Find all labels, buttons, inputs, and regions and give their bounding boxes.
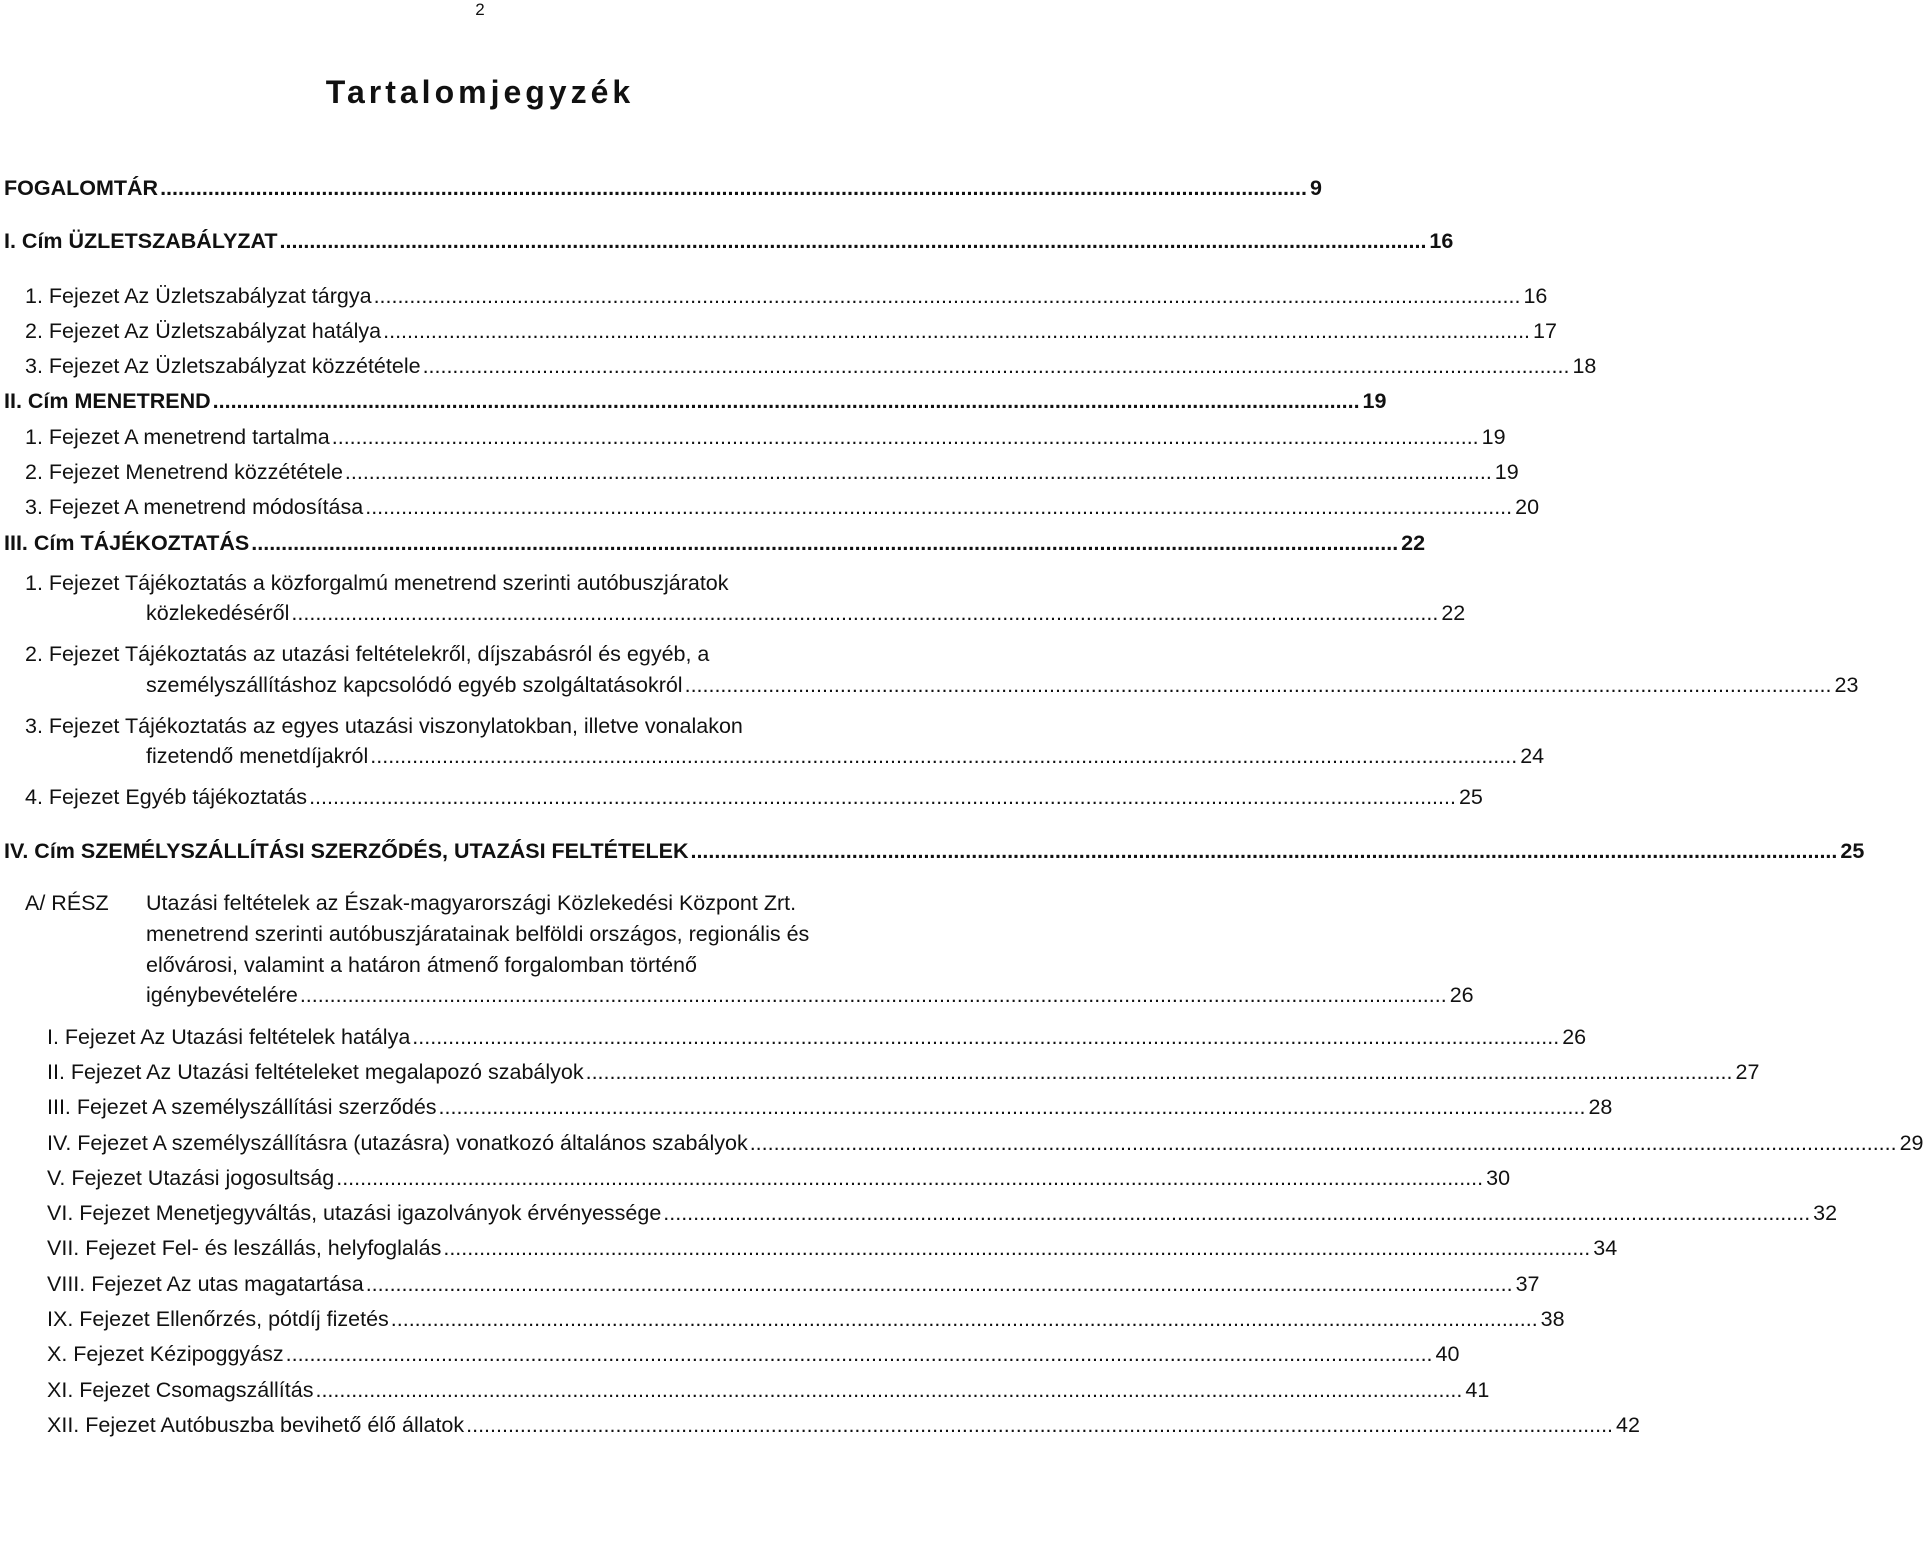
toc-page-number: 29 bbox=[1899, 1131, 1924, 1155]
toc-entry-chapter[interactable] bbox=[0, 490, 1540, 524]
toc-entry-chapter[interactable] bbox=[0, 455, 1519, 489]
toc-entry-chapter[interactable] bbox=[0, 1055, 1760, 1089]
toc-entry-chapter[interactable] bbox=[0, 314, 1557, 348]
toc-entry-text: IX. Fejezet Ellenőrzés, pótdíj fizetés bbox=[47, 1307, 389, 1331]
toc-entry-cim-3[interactable] bbox=[0, 526, 1426, 560]
toc-entry-chapter[interactable] bbox=[0, 279, 1548, 313]
toc-entry-cim-2[interactable] bbox=[0, 384, 1387, 418]
toc-page-number: 18 bbox=[1572, 354, 1597, 378]
leader-dots: ................................................................................................................................................................................................ bbox=[279, 229, 1427, 253]
toc-entry-text: VIII. Fejezet Az utas magatartása bbox=[47, 1272, 364, 1296]
leader-dots: ................................................................................................................................................................................................ bbox=[684, 673, 1832, 697]
toc-page-number: 37 bbox=[1515, 1272, 1540, 1296]
toc-entry-text: 3. Fejezet Az Üzletszabályzat közzététele bbox=[25, 354, 421, 378]
leader-dots: ................................................................................................................................................................................................ bbox=[336, 1166, 1484, 1190]
toc-page-number: 9 bbox=[1309, 176, 1322, 200]
toc-entry-text: 2. Fejezet Az Üzletszabályzat hatálya bbox=[25, 319, 382, 343]
toc-entry-text: X. Fejezet Kézipoggyász bbox=[47, 1342, 284, 1366]
leader-dots: ................................................................................................................................................................................................ bbox=[285, 1342, 1433, 1366]
toc-page-number: 17 bbox=[1533, 319, 1557, 343]
toc-entry-text: 3. Fejezet A menetrend módosítása bbox=[25, 495, 364, 519]
leader-dots: ................................................................................................................................................................................................ bbox=[291, 601, 1439, 625]
toc-entry-text-line: Utazási feltételek az Észak-magyarországi Közlekedési Központ Zrt. bbox=[146, 891, 797, 915]
toc-entry-text: XII. Fejezet Autóbuszba bevihető élő állatok bbox=[47, 1413, 465, 1437]
page-number: 2 bbox=[475, 0, 485, 19]
toc-entry-text-line: 2. Fejezet Tájékoztatás az utazási feltételekről, díjszabásról és egyéb, a bbox=[25, 642, 710, 666]
part-label: A/ RÉSZ bbox=[25, 891, 109, 915]
toc-page-number: 22 bbox=[1401, 531, 1426, 555]
toc-page-number: 19 bbox=[1494, 460, 1519, 484]
toc-entry-cim-4[interactable] bbox=[0, 834, 1865, 868]
toc-page-number: 40 bbox=[1435, 1342, 1460, 1366]
leader-dots: ................................................................................................................................................................................................ bbox=[365, 495, 1513, 519]
toc-page-number: 30 bbox=[1486, 1166, 1511, 1190]
leader-dots: ................................................................................................................................................................................................ bbox=[212, 389, 1360, 413]
leader-dots: ................................................................................................................................................................................................ bbox=[315, 1378, 1463, 1402]
leader-dots: ................................................................................................................................................................................................ bbox=[383, 319, 1531, 343]
leader-dots: ................................................................................................................................................................................................ bbox=[299, 983, 1447, 1007]
leader-dots: ................................................................................................................................................................................................ bbox=[344, 460, 1492, 484]
toc-page-number: 19 bbox=[1362, 389, 1387, 413]
leader-dots: ................................................................................................................................................................................................ bbox=[438, 1095, 1586, 1119]
toc-page-number: 16 bbox=[1523, 284, 1548, 308]
toc-entry-cim-1[interactable] bbox=[0, 224, 1454, 258]
toc-entry-chapter[interactable] bbox=[0, 1373, 1490, 1407]
toc-entry-chapter[interactable] bbox=[0, 1267, 1540, 1301]
toc-entry-chapter[interactable] bbox=[0, 1126, 1924, 1160]
leader-dots: ................................................................................................................................................................................................ bbox=[663, 1201, 1811, 1225]
toc-entry-chapter[interactable] bbox=[0, 1020, 1587, 1054]
toc-entry-text-line: elővárosi, valamint a határon átmenő forgalomban történő bbox=[146, 953, 697, 977]
leader-dots: ................................................................................................................................................................................................ bbox=[309, 785, 1456, 809]
toc-page-number: 41 bbox=[1465, 1378, 1490, 1402]
leader-dots: ................................................................................................................................................................................................ bbox=[422, 354, 1570, 378]
leader-dots: ................................................................................................................................................................................................ bbox=[365, 1272, 1513, 1296]
toc-entry-chapter[interactable] bbox=[0, 1408, 1640, 1442]
toc-entry-text: II. Cím MENETREND bbox=[4, 389, 211, 413]
toc-entry-chapter[interactable] bbox=[0, 596, 1466, 630]
leader-dots: ................................................................................................................................................................................................ bbox=[585, 1060, 1733, 1084]
toc-page-number: 27 bbox=[1735, 1060, 1760, 1084]
toc-entry-chapter[interactable] bbox=[0, 780, 1483, 814]
toc-page-number: 16 bbox=[1429, 229, 1454, 253]
toc-entry-text: III. Cím TÁJÉKOZTATÁS bbox=[4, 531, 250, 555]
leader-dots: ................................................................................................................................................................................................ bbox=[690, 839, 1838, 863]
toc-entry-text: közlekedéséről bbox=[146, 601, 290, 625]
toc-entry-chapter[interactable] bbox=[0, 1196, 1838, 1230]
toc-entry-text: FOGALOMTÁR bbox=[4, 176, 159, 200]
toc-entry-text: személyszállításhoz kapcsolódó egyéb szolgáltatásokról bbox=[146, 673, 683, 697]
toc-page-number: 19 bbox=[1481, 425, 1506, 449]
toc-entry-chapter[interactable] bbox=[0, 420, 1506, 454]
leader-dots: ................................................................................................................................................................................................ bbox=[251, 531, 1399, 555]
toc-entry-text: fizetendő menetdíjakról bbox=[146, 744, 369, 768]
toc-page-number: 32 bbox=[1813, 1201, 1838, 1225]
leader-dots: ................................................................................................................................................................................................ bbox=[331, 425, 1479, 449]
toc-entry-text: I. Fejezet Az Utazási feltételek hatálya bbox=[47, 1025, 411, 1049]
toc-entry-text: II. Fejezet Az Utazási feltételeket megalapozó szabályok bbox=[47, 1060, 584, 1084]
toc-entry-text: 1. Fejezet A menetrend tartalma bbox=[25, 425, 330, 449]
toc-page-number: 42 bbox=[1616, 1413, 1640, 1437]
toc-entry-chapter[interactable] bbox=[0, 668, 1859, 702]
toc-entry-text: IV. Cím SZEMÉLYSZÁLLÍTÁSI SZERZŐDÉS, UTAZÁSI FELTÉTELEK bbox=[4, 839, 689, 863]
toc-page-number: 25 bbox=[1458, 785, 1483, 809]
toc-entry-text: VII. Fejezet Fel- és leszállás, helyfoglalás bbox=[47, 1236, 442, 1260]
toc-entry-text: V. Fejezet Utazási jogosultság bbox=[47, 1166, 335, 1190]
toc-entry-chapter[interactable] bbox=[0, 1231, 1618, 1265]
leader-dots: ................................................................................................................................................................................................ bbox=[412, 1025, 1560, 1049]
leader-dots: ................................................................................................................................................................................................ bbox=[160, 176, 1307, 200]
toc-page-number: 26 bbox=[1562, 1025, 1587, 1049]
toc-page-number: 23 bbox=[1834, 673, 1859, 697]
toc-entry-part-a[interactable] bbox=[0, 978, 1474, 1012]
page-title: Tartalomjegyzék bbox=[325, 74, 635, 110]
toc-entry-chapter[interactable] bbox=[0, 1090, 1613, 1124]
toc-page-number: 20 bbox=[1515, 495, 1540, 519]
toc-entry-chapter[interactable] bbox=[0, 739, 1545, 773]
toc-entry-chapter[interactable] bbox=[0, 1302, 1565, 1336]
toc-entry-text-line: menetrend szerinti autóbuszjáratainak belföldi országos, regionális és bbox=[146, 922, 810, 946]
toc-entry-text: 2. Fejezet Menetrend közzététele bbox=[25, 460, 343, 484]
toc-page-number: 38 bbox=[1540, 1307, 1565, 1331]
leader-dots: ................................................................................................................................................................................................ bbox=[390, 1307, 1538, 1331]
toc-entry-text: XI. Fejezet Csomagszállítás bbox=[47, 1378, 314, 1402]
leader-dots: ................................................................................................................................................................................................ bbox=[370, 744, 1518, 768]
toc-entry-chapter[interactable] bbox=[0, 1337, 1460, 1371]
leader-dots: ................................................................................................................................................................................................ bbox=[373, 284, 1521, 308]
toc-entry-text-line: 1. Fejezet Tájékoztatás a közforgalmú menetrend szerinti autóbuszjáratok bbox=[25, 571, 729, 595]
toc-page-number: 26 bbox=[1449, 983, 1474, 1007]
toc-entry-fogalomtar[interactable] bbox=[0, 171, 1322, 205]
toc-entry-text: igénybevételére bbox=[146, 983, 298, 1007]
toc-entry-chapter[interactable] bbox=[0, 1161, 1511, 1195]
toc-entry-text-line: 3. Fejezet Tájékoztatás az egyes utazási viszonylatokban, illetve vonalakon bbox=[25, 714, 743, 738]
toc-entry-text: 4. Fejezet Egyéb tájékoztatás bbox=[25, 785, 308, 809]
leader-dots: ................................................................................................................................................................................................ bbox=[443, 1236, 1591, 1260]
toc-page-number: 24 bbox=[1520, 744, 1545, 768]
toc-entry-text: IV. Fejezet A személyszállításra (utazásra) vonatkozó általános szabályok bbox=[47, 1131, 748, 1155]
leader-dots: ................................................................................................................................................................................................ bbox=[466, 1413, 1614, 1437]
toc-entry-chapter[interactable] bbox=[0, 349, 1597, 383]
toc-entry-text: VI. Fejezet Menetjegyváltás, utazási igazolványok érvényessége bbox=[47, 1201, 662, 1225]
toc-page-number: 25 bbox=[1840, 839, 1865, 863]
toc-entry-text: 1. Fejezet Az Üzletszabályzat tárgya bbox=[25, 284, 372, 308]
leader-dots: ................................................................................................................................................................................................ bbox=[749, 1131, 1897, 1155]
toc-entry-text: III. Fejezet A személyszállítási szerződés bbox=[47, 1095, 437, 1119]
toc-entry-text: I. Cím ÜZLETSZABÁLYZAT bbox=[4, 229, 278, 253]
toc-page-number: 34 bbox=[1593, 1236, 1618, 1260]
toc-page-number: 22 bbox=[1441, 601, 1466, 625]
toc-page-number: 28 bbox=[1588, 1095, 1613, 1119]
